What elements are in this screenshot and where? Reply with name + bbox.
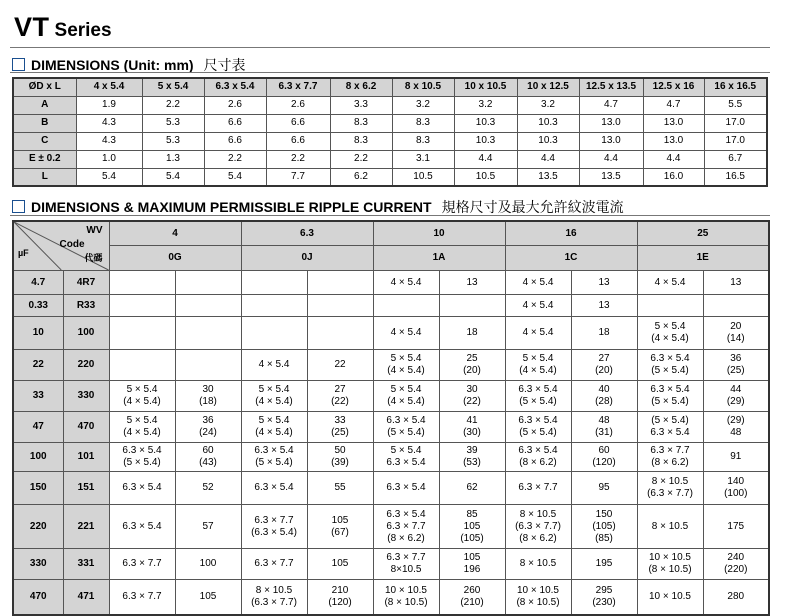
dimensions-divider (10, 72, 770, 73)
ripple-row (13, 580, 769, 615)
case-size-cell: 6.3 × 7.7 (109, 549, 175, 580)
ripple-current-cell: 13 (571, 295, 637, 317)
dimensions-column-header: 5 x 5.4 (142, 78, 204, 96)
case-size-cell (241, 317, 307, 350)
dimensions-row-label: L (13, 168, 76, 186)
dimensions-corner: ØD x L (13, 78, 76, 96)
dimensions-column-header: 8 x 6.2 (330, 78, 392, 96)
dimensions-row-label: C (13, 132, 76, 150)
ripple-row (13, 549, 769, 580)
case-size-cell (241, 295, 307, 317)
ripple-current-cell (175, 350, 241, 381)
case-size-cell: 5 × 5.4 (4 × 5.4) (241, 412, 307, 443)
ripple-current-cell: 30 (18) (175, 381, 241, 412)
voltage-code-header: 0J (241, 246, 373, 271)
case-size-cell: 4 × 5.4 (505, 295, 571, 317)
corner-uf-label: µF (18, 248, 29, 258)
ripple-current-cell: 240 (220) (703, 549, 769, 580)
case-size-cell (109, 350, 175, 381)
case-size-cell (637, 295, 703, 317)
capacitance-cell: 4.7 (13, 271, 63, 295)
ripple-current-cell: 195 (571, 549, 637, 580)
dimensions-cell: 8.3 (330, 132, 392, 150)
dimensions-cell: 5.5 (704, 96, 767, 114)
ripple-current-cell (175, 317, 241, 350)
ripple-current-cell (307, 317, 373, 350)
ripple-current-cell: 44 (29) (703, 381, 769, 412)
case-size-cell: 6.3 × 5.4 (5 × 5.4) (373, 412, 439, 443)
dimensions-cell: 4.7 (643, 96, 704, 114)
ripple-current-cell: 36 (25) (703, 350, 769, 381)
ripple-heading (12, 197, 624, 217)
case-size-cell: 4 × 5.4 (505, 271, 571, 295)
ripple-row (13, 271, 769, 295)
dimensions-row (13, 114, 767, 132)
dimensions-cell: 17.0 (704, 132, 767, 150)
dimensions-cell: 4.3 (76, 114, 142, 132)
case-size-cell (109, 317, 175, 350)
ripple-current-cell: 25 (20) (439, 350, 505, 381)
ripple-current-cell: 140 (100) (703, 472, 769, 505)
dimensions-cell: 2.2 (266, 150, 330, 168)
ripple-current-cell: 52 (175, 472, 241, 505)
case-size-cell: 8 × 10.5 (6.3 × 7.7) (8 × 6.2) (505, 505, 571, 549)
case-size-cell: 6.3 × 5.4 (5 × 5.4) (637, 350, 703, 381)
dimensions-header-row (13, 78, 767, 96)
ripple-heading-cjk: 規格尺寸及最大允許紋波電流 (441, 200, 624, 216)
dimensions-row (13, 150, 767, 168)
dimensions-column-header: 6.3 x 5.4 (204, 78, 266, 96)
dimensions-cell: 3.2 (454, 96, 517, 114)
capacitance-code-cell: 471 (63, 580, 109, 615)
dimensions-row-label: A (13, 96, 76, 114)
ripple-current-cell (703, 295, 769, 317)
dimensions-table (12, 77, 768, 187)
case-size-cell: 6.3 × 7.7 8×10.5 (373, 549, 439, 580)
ripple-current-cell: 91 (703, 443, 769, 472)
ripple-current-cell: 60 (43) (175, 443, 241, 472)
dimensions-column-header: 10 x 12.5 (517, 78, 579, 96)
dimensions-row (13, 96, 767, 114)
checkbox-square-icon (12, 200, 25, 213)
capacitance-cell: 470 (13, 580, 63, 615)
ripple-current-cell (307, 271, 373, 295)
dimensions-cell: 13.0 (643, 132, 704, 150)
ripple-current-cell: 55 (307, 472, 373, 505)
case-size-cell: 10 × 10.5 (8 × 10.5) (373, 580, 439, 615)
case-size-cell: 6.3 × 5.4 (5 × 5.4) (241, 443, 307, 472)
dimensions-cell: 16.0 (643, 168, 704, 186)
ripple-current-cell: 175 (703, 505, 769, 549)
case-size-cell: 6.3 × 7.7 (8 × 6.2) (637, 443, 703, 472)
ripple-table (12, 220, 770, 616)
dimensions-cell: 3.2 (392, 96, 454, 114)
ripple-code-row (13, 246, 769, 271)
dimensions-cell: 6.7 (704, 150, 767, 168)
capacitance-code-cell: 221 (63, 505, 109, 549)
ripple-current-cell: 57 (175, 505, 241, 549)
dimensions-cell: 6.6 (266, 114, 330, 132)
dimensions-cell: 3.2 (517, 96, 579, 114)
ripple-current-cell: 27 (22) (307, 381, 373, 412)
ripple-current-cell: 33 (25) (307, 412, 373, 443)
ripple-divider (10, 215, 770, 216)
case-size-cell: 6.3 × 5.4 (109, 472, 175, 505)
dimensions-cell: 10.5 (392, 168, 454, 186)
case-size-cell: 8 × 10.5 (505, 549, 571, 580)
dimensions-row (13, 168, 767, 186)
dimensions-row-label: E ± 0.2 (13, 150, 76, 168)
dimensions-cell: 7.7 (266, 168, 330, 186)
dimensions-cell: 6.6 (266, 132, 330, 150)
ripple-current-cell: 22 (307, 350, 373, 381)
capacitance-code-cell: 4R7 (63, 271, 109, 295)
case-size-cell: 6.3 × 7.7 (109, 580, 175, 615)
capacitance-cell: 330 (13, 549, 63, 580)
voltage-header: 25 (637, 221, 769, 246)
ripple-current-cell: 280 (703, 580, 769, 615)
ripple-current-cell: 105 (67) (307, 505, 373, 549)
dimensions-cell: 13.0 (643, 114, 704, 132)
case-size-cell: 5 × 5.4 (4 × 5.4) (637, 317, 703, 350)
capacitance-code-cell: 151 (63, 472, 109, 505)
ripple-row (13, 317, 769, 350)
case-size-cell (241, 271, 307, 295)
corner-wv-label: WV (86, 225, 103, 236)
case-size-cell: 6.3 × 7.7 (6.3 × 5.4) (241, 505, 307, 549)
dimensions-cell: 5.4 (204, 168, 266, 186)
dimensions-cell: 1.0 (76, 150, 142, 168)
dimensions-cell: 10.5 (454, 168, 517, 186)
ripple-row (13, 443, 769, 472)
dimensions-cell: 4.4 (579, 150, 643, 168)
dimensions-cell: 8.3 (330, 114, 392, 132)
capacitance-code-cell: 220 (63, 350, 109, 381)
dimensions-cell: 2.2 (330, 150, 392, 168)
case-size-cell (109, 271, 175, 295)
voltage-code-header: 1E (637, 246, 769, 271)
ripple-row (13, 412, 769, 443)
ripple-current-cell: 39 (53) (439, 443, 505, 472)
case-size-cell: 5 × 5.4 (4 × 5.4) (373, 350, 439, 381)
case-size-cell: 6.3 × 7.7 (241, 549, 307, 580)
dimensions-cell: 1.3 (142, 150, 204, 168)
ripple-current-cell: 105 196 (439, 549, 505, 580)
ripple-corner (13, 221, 109, 271)
capacitance-cell: 10 (13, 317, 63, 350)
dimensions-cell: 2.2 (204, 150, 266, 168)
dimensions-cell: 8.3 (392, 114, 454, 132)
case-size-cell: 10 × 10.5 (8 × 10.5) (505, 580, 571, 615)
capacitance-code-cell: 101 (63, 443, 109, 472)
dimensions-heading-text: DIMENSIONS (Unit: mm) (31, 57, 194, 73)
case-size-cell (109, 295, 175, 317)
dimensions-cell: 6.6 (204, 132, 266, 150)
ripple-current-cell: 62 (439, 472, 505, 505)
dimensions-cell: 5.4 (76, 168, 142, 186)
ripple-current-cell: 260 (210) (439, 580, 505, 615)
capacitance-code-cell: 330 (63, 381, 109, 412)
dimensions-cell: 13.0 (579, 132, 643, 150)
dimensions-cell: 1.9 (76, 96, 142, 114)
ripple-current-cell: 36 (24) (175, 412, 241, 443)
voltage-code-header: 0G (109, 246, 241, 271)
ripple-heading-text: DIMENSIONS & MAXIMUM PERMISSIBLE RIPPLE CURRENT (31, 199, 432, 215)
ripple-row (13, 505, 769, 549)
ripple-current-cell: 295 (230) (571, 580, 637, 615)
capacitance-cell: 150 (13, 472, 63, 505)
ripple-current-cell: 13 (439, 271, 505, 295)
ripple-current-cell (175, 295, 241, 317)
case-size-cell: 5 × 5.4 (4 × 5.4) (241, 381, 307, 412)
capacitance-code-cell: 470 (63, 412, 109, 443)
ripple-current-cell: 60 (120) (571, 443, 637, 472)
case-size-cell: 6.3 × 5.4 (5 × 5.4) (505, 381, 571, 412)
capacitance-cell: 33 (13, 381, 63, 412)
corner-code-label: Code (59, 239, 85, 250)
dimensions-cell: 10.3 (517, 114, 579, 132)
checkbox-square-icon (12, 58, 25, 71)
ripple-current-cell: 100 (175, 549, 241, 580)
ripple-current-cell: 13 (703, 271, 769, 295)
dimensions-heading-cjk: 尺寸表 (203, 58, 246, 74)
ripple-current-cell: 48 (31) (571, 412, 637, 443)
case-size-cell: 5 × 5.4 (4 × 5.4) (373, 381, 439, 412)
case-size-cell: 6.3 × 7.7 (505, 472, 571, 505)
ripple-current-cell: 30 (22) (439, 381, 505, 412)
case-size-cell: 4 × 5.4 (373, 271, 439, 295)
dimensions-cell: 10.3 (454, 114, 517, 132)
dimensions-cell: 10.3 (517, 132, 579, 150)
dimensions-column-header: 16 x 16.5 (704, 78, 767, 96)
case-size-cell: 5 × 5.4 (4 × 5.4) (109, 412, 175, 443)
dimensions-cell: 13.5 (517, 168, 579, 186)
dimensions-cell: 5.4 (142, 168, 204, 186)
dimensions-cell: 8.3 (392, 132, 454, 150)
capacitance-cell: 22 (13, 350, 63, 381)
ripple-current-cell: 85 105 (105) (439, 505, 505, 549)
capacitance-cell: 100 (13, 443, 63, 472)
case-size-cell: 6.3 × 5.4 (5 × 5.4) (637, 381, 703, 412)
dimensions-cell: 5.3 (142, 132, 204, 150)
dimensions-cell: 3.3 (330, 96, 392, 114)
ripple-current-cell: 20 (14) (703, 317, 769, 350)
ripple-current-cell (307, 295, 373, 317)
case-size-cell: 6.3 × 5.4 (8 × 6.2) (505, 443, 571, 472)
dimensions-cell: 16.5 (704, 168, 767, 186)
dimensions-cell: 10.3 (454, 132, 517, 150)
ripple-current-cell: 18 (439, 317, 505, 350)
ripple-current-cell: 27 (20) (571, 350, 637, 381)
dimensions-cell: 4.4 (517, 150, 579, 168)
ripple-current-cell: (29) 48 (703, 412, 769, 443)
capacitance-cell: 220 (13, 505, 63, 549)
voltage-code-header: 1A (373, 246, 505, 271)
case-size-cell: 5 × 5.4 (4 × 5.4) (109, 381, 175, 412)
dimensions-cell: 2.6 (266, 96, 330, 114)
ripple-voltage-row (13, 221, 769, 246)
dimensions-row-label: B (13, 114, 76, 132)
case-size-cell: 5 × 5.4 (4 × 5.4) (505, 350, 571, 381)
ripple-current-cell: 41 (30) (439, 412, 505, 443)
dimensions-cell: 4.3 (76, 132, 142, 150)
case-size-cell: 8 × 10.5 (637, 505, 703, 549)
dimensions-cell: 2.2 (142, 96, 204, 114)
dimensions-column-header: 8 x 10.5 (392, 78, 454, 96)
dimensions-column-header: 4 x 5.4 (76, 78, 142, 96)
case-size-cell: 8 × 10.5 (6.3 × 7.7) (637, 472, 703, 505)
dimensions-cell: 6.2 (330, 168, 392, 186)
case-size-cell: 5 × 5.4 6.3 × 5.4 (373, 443, 439, 472)
case-size-cell: (5 × 5.4) 6.3 × 5.4 (637, 412, 703, 443)
dimensions-cell: 6.6 (204, 114, 266, 132)
case-size-cell: 6.3 × 5.4 (5 × 5.4) (505, 412, 571, 443)
dimensions-cell: 4.4 (454, 150, 517, 168)
case-size-cell: 6.3 × 5.4 (373, 472, 439, 505)
title-divider (10, 47, 770, 48)
ripple-row (13, 472, 769, 505)
case-size-cell: 6.3 × 5.4 (5 × 5.4) (109, 443, 175, 472)
dimensions-cell: 17.0 (704, 114, 767, 132)
ripple-current-cell: 210 (120) (307, 580, 373, 615)
case-size-cell: 6.3 × 5.4 (241, 472, 307, 505)
case-size-cell: 4 × 5.4 (373, 317, 439, 350)
ripple-current-cell (439, 295, 505, 317)
ripple-current-cell: 105 (175, 580, 241, 615)
ripple-row (13, 350, 769, 381)
dimensions-cell: 4.7 (579, 96, 643, 114)
ripple-current-cell: 150 (105) (85) (571, 505, 637, 549)
case-size-cell: 6.3 × 5.4 (109, 505, 175, 549)
case-size-cell (373, 295, 439, 317)
voltage-header: 16 (505, 221, 637, 246)
ripple-row (13, 295, 769, 317)
capacitance-code-cell: 100 (63, 317, 109, 350)
case-size-cell: 6.3 × 5.4 6.3 × 7.7 (8 × 6.2) (373, 505, 439, 549)
voltage-code-header: 1C (505, 246, 637, 271)
voltage-header: 6.3 (241, 221, 373, 246)
dimensions-cell: 5.3 (142, 114, 204, 132)
series-label: Series (54, 20, 112, 41)
ripple-current-cell: 95 (571, 472, 637, 505)
dimensions-column-header: 10 x 10.5 (454, 78, 517, 96)
dimensions-cell: 3.1 (392, 150, 454, 168)
ripple-current-cell: 50 (39) (307, 443, 373, 472)
page-title (14, 12, 112, 42)
capacitance-code-cell: 331 (63, 549, 109, 580)
case-size-cell: 4 × 5.4 (505, 317, 571, 350)
capacitance-code-cell: R33 (63, 295, 109, 317)
dimensions-cell: 13.5 (579, 168, 643, 186)
ripple-current-cell: 13 (571, 271, 637, 295)
series-name: VT (14, 12, 50, 42)
ripple-current-cell: 18 (571, 317, 637, 350)
dimensions-cell: 2.6 (204, 96, 266, 114)
dimensions-column-header: 6.3 x 7.7 (266, 78, 330, 96)
dimensions-column-header: 12.5 x 16 (643, 78, 704, 96)
dimensions-row (13, 132, 767, 150)
case-size-cell: 4 × 5.4 (241, 350, 307, 381)
case-size-cell: 8 × 10.5 (6.3 × 7.7) (241, 580, 307, 615)
case-size-cell: 4 × 5.4 (637, 271, 703, 295)
dimensions-cell: 4.4 (643, 150, 704, 168)
dimensions-column-header: 12.5 x 13.5 (579, 78, 643, 96)
case-size-cell: 10 × 10.5 (8 × 10.5) (637, 549, 703, 580)
ripple-current-cell (175, 271, 241, 295)
ripple-current-cell: 105 (307, 549, 373, 580)
ripple-row (13, 381, 769, 412)
capacitance-cell: 0.33 (13, 295, 63, 317)
dimensions-cell: 13.0 (579, 114, 643, 132)
corner-code-cjk-label: 代碼 (84, 254, 103, 264)
voltage-header: 10 (373, 221, 505, 246)
capacitance-cell: 47 (13, 412, 63, 443)
ripple-current-cell: 40 (28) (571, 381, 637, 412)
voltage-header: 4 (109, 221, 241, 246)
case-size-cell: 10 × 10.5 (637, 580, 703, 615)
